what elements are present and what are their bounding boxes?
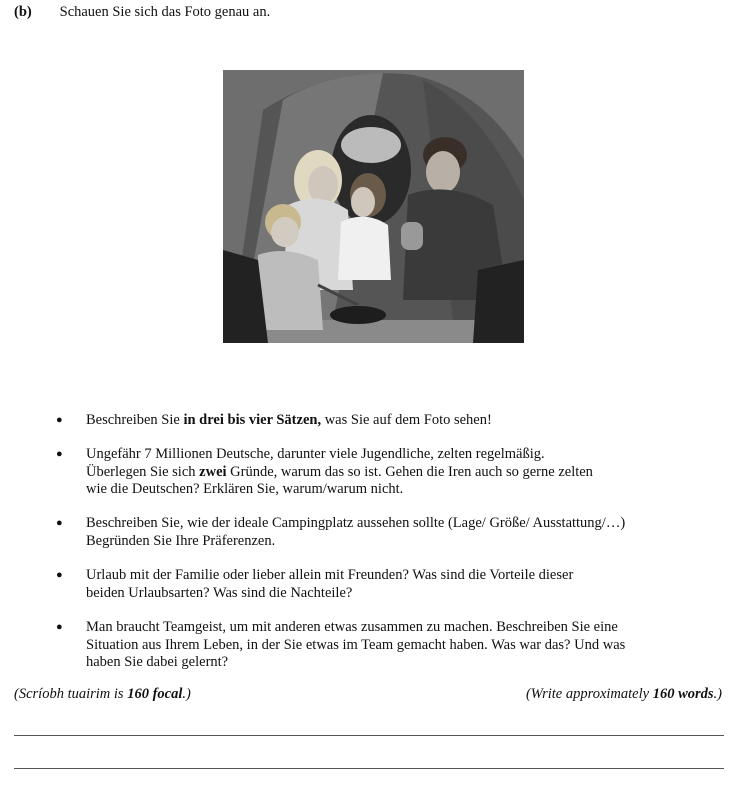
bullet-icon: ●	[56, 448, 63, 460]
tent-window	[341, 127, 401, 163]
answer-line[interactable]	[14, 768, 724, 769]
list-item: ● Urlaub mit der Familie oder lieber allein mit Freunden? Was sind die Vorteile dieser beiden Urlaubsarten? Was sind die Nachteile?	[56, 567, 574, 601]
list-item: ● Man braucht Teamgeist, um mit anderen etwas zusammen zu machen. Beschreiben Sie eine Situation aus Ihrem Leben, in der Sie etwas im Team gemacht haben. Was war das? Und was haben Sie dabei gelernt?	[56, 619, 626, 670]
family-camping-photo	[223, 70, 524, 343]
man-face	[426, 151, 460, 193]
question-header	[14, 4, 270, 21]
bullet-icon: ●	[56, 569, 63, 581]
thermos	[401, 222, 423, 250]
camp-chair-right	[473, 260, 524, 343]
woman-face	[308, 166, 338, 204]
question-label: (b)	[14, 4, 32, 20]
cooking-pot	[330, 306, 386, 324]
list-item: ● Beschreiben Sie, wie der ideale Campingplatz aussehen sollte (Lage/ Größe/ Ausstattung/…) Begründen Sie Ihre Präferenzen.	[56, 515, 626, 549]
girl-face	[351, 187, 375, 217]
answer-line[interactable]	[14, 735, 724, 736]
girl-shirt	[338, 217, 391, 280]
list-item: ● Ungefähr 7 Millionen Deutsche, darunter viele Jugendliche, zelten regelmäßig. Überlegen Sie sich zwei Gründe, warum das so ist. Gehen die Iren auch so gerne zelten wie die Deutschen? Erklären Sie, warum/warum nicht.	[56, 446, 593, 497]
bullet-icon: ●	[56, 621, 63, 633]
boy-face	[271, 217, 299, 247]
question-title: Schauen Sie sich das Foto genau an.	[59, 4, 271, 20]
instruction-english: (Write approximately 160 words.)	[525, 686, 722, 702]
bullet-icon: ●	[56, 414, 63, 426]
list-item: ● Beschreiben Sie in drei bis vier Sätzen, was Sie auf dem Foto sehen!	[56, 412, 492, 428]
bullet-icon: ●	[56, 517, 63, 529]
instruction-irish: (Scríobh tuairim is 160 focal.)	[14, 686, 191, 702]
